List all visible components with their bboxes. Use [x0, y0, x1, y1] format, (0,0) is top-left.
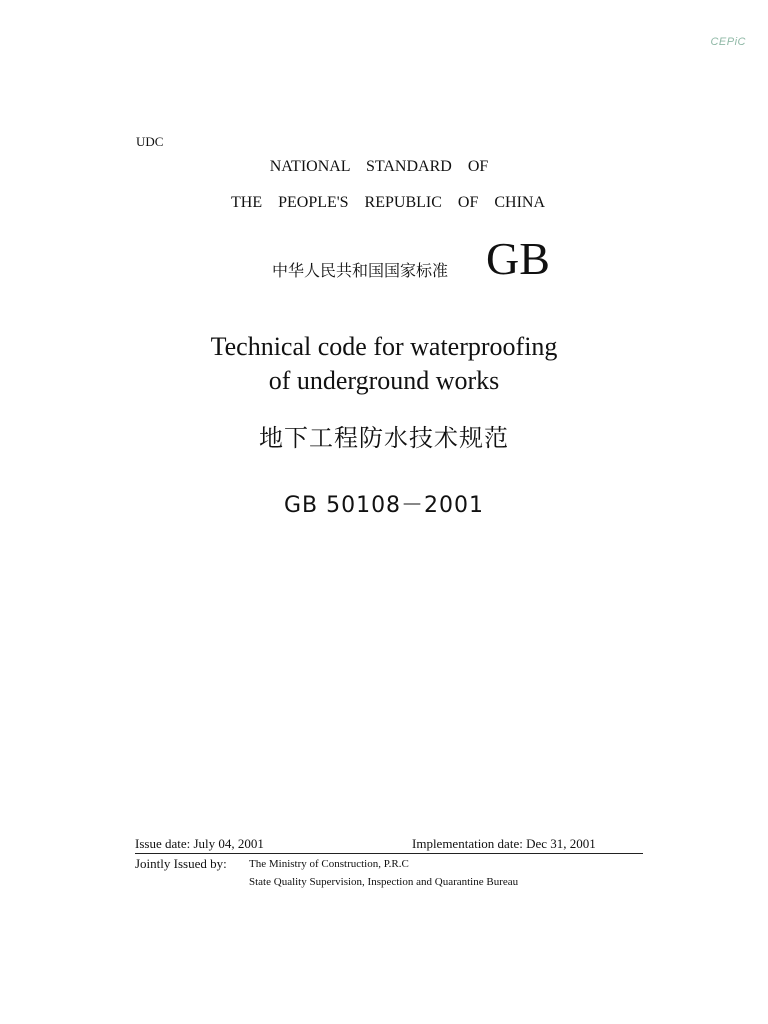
standard-code-number: GB 50108－2001 — [283, 493, 485, 518]
udc-label: UDC — [136, 134, 164, 149]
issue-date: Issue date: July 04, 2001 — [135, 836, 264, 851]
dates-row — [135, 836, 643, 854]
gb-mark: GB — [486, 233, 550, 284]
republic-line: THE PEOPLE'S REPUBLIC OF CHINA — [230, 194, 545, 211]
chinese-national-standard: 中华人民共和国国家标准 — [272, 261, 449, 280]
title-line-1: Technical code for waterproofing — [210, 332, 558, 361]
issuer-bureau: State Quality Supervision, Inspection and Quarantine Bureau — [249, 876, 519, 888]
implementation-date: Implementation date: Dec 31, 2001 — [412, 836, 596, 851]
jointly-issued-label: Jointly Issued by: — [135, 856, 227, 871]
national-standard-line: NATIONAL STANDARD OF — [269, 158, 489, 175]
title-line-2: of underground works — [268, 366, 500, 395]
issuer-ministry: The Ministry of Construction, P.R.C — [249, 858, 409, 870]
chinese-title: 地下工程防水技术规范 — [259, 424, 509, 452]
cepic-watermark: CEPiC — [710, 36, 746, 48]
